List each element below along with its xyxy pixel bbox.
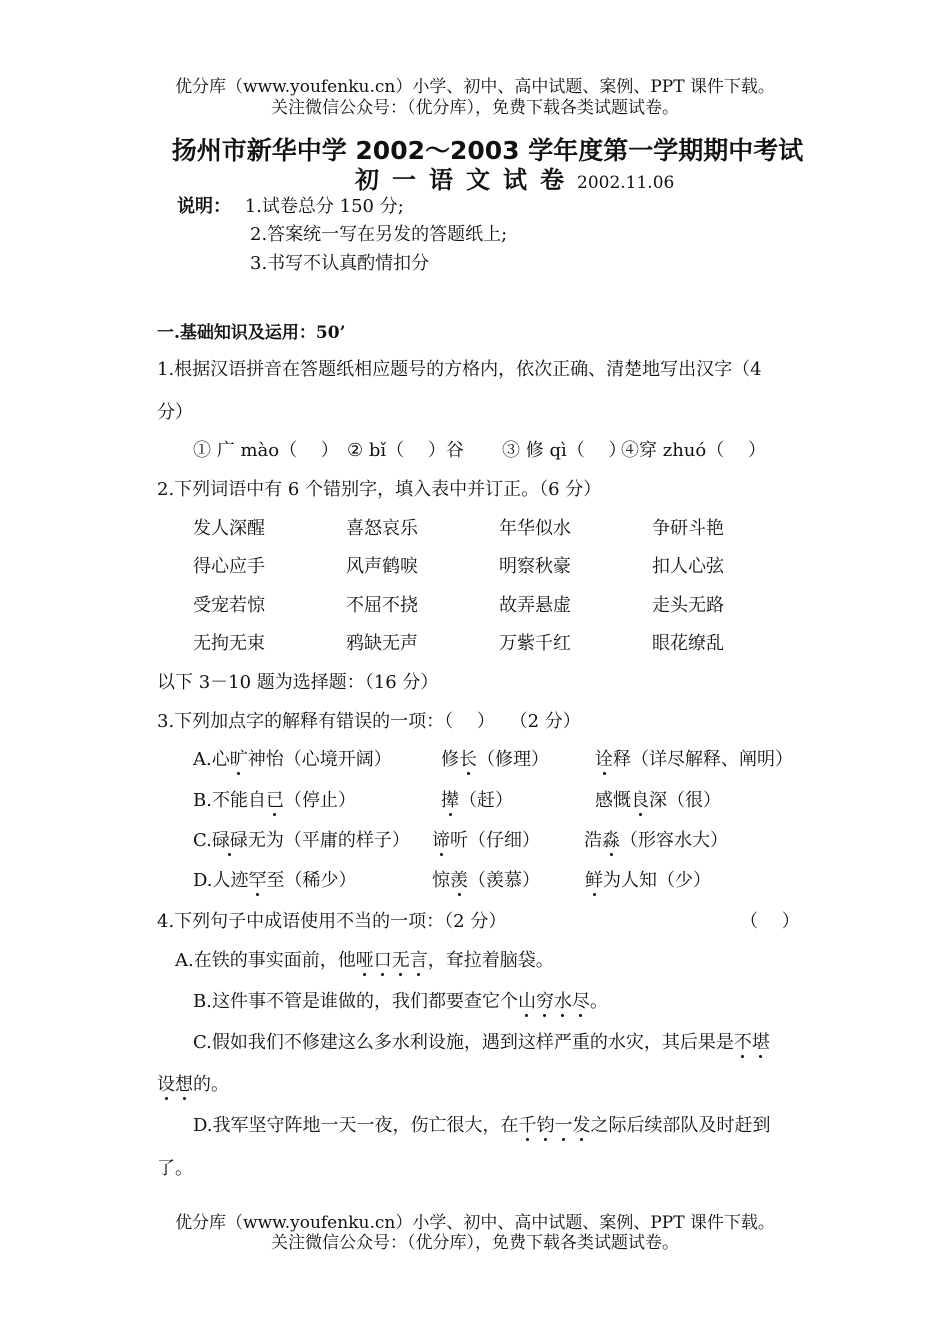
text: A.在铁的事实面前，他 [175, 950, 356, 971]
word-cell: 万紫千红 [499, 633, 571, 654]
pinyin-item: ④穿 zhuó（ ） [621, 440, 766, 461]
text: 为人知（少） [603, 870, 711, 891]
text: 。 [589, 991, 608, 1012]
note-item: 1.试卷总分 150 分; [244, 196, 404, 217]
word-cell: 不屈不挠 [346, 595, 418, 616]
note-item: 3.书写不认真酌情扣分 [250, 253, 430, 274]
dotted-char: 旷 [229, 749, 248, 770]
header-line-1: 优分库（www.youfenku.cn）小学、初中、高中试题、案例、PPT 课件下载。 [175, 77, 775, 97]
text: 神怡（心境开阔） [247, 749, 392, 770]
dotted-char: 山 [517, 991, 536, 1012]
dotted-char: 无 [391, 950, 410, 971]
text: （停止） [283, 790, 356, 811]
word-cell: 走头无路 [652, 595, 724, 616]
text: 至（稀少） [266, 870, 357, 891]
dotted-char: 哑 [355, 950, 374, 971]
dotted-char: 设 [157, 1074, 175, 1095]
pinyin-item: ③ 修 qì（ ） [502, 440, 627, 461]
text: B.这件事不管是谁做的，我们都要查它个 [193, 991, 518, 1012]
text: 听（仔细） [450, 830, 540, 851]
q3-option-d-col3 [585, 866, 711, 892]
q3-option-b-col2 [441, 786, 513, 812]
word-cell: 受宠若惊 [193, 595, 265, 616]
dotted-char: 已 [265, 790, 284, 811]
text: 浩 [584, 830, 602, 851]
word-cell: 故弄悬虚 [499, 595, 571, 616]
word-cell: 风声鹤唳 [346, 556, 418, 577]
q4-option-c-cont [157, 1070, 229, 1096]
word-cell: 发人深醒 [193, 518, 265, 539]
notes-label: 说明： [177, 196, 231, 217]
dotted-char: 良 [631, 790, 649, 811]
exam-subtitle: 初一语文试卷 [355, 166, 577, 194]
dotted-idiom [734, 1032, 770, 1053]
text: ，耷拉着脑袋。 [427, 950, 554, 971]
q4-option-b [193, 987, 608, 1013]
text: 释（详尽解释、阐明） [613, 749, 793, 770]
dotted-char: 堪 [751, 1032, 770, 1053]
pinyin-item: ① 广 mào（ ） [193, 440, 339, 461]
text: C.假如我们不修建这么多水利设施，遇到这样严重的水灾，其后果是 [193, 1032, 734, 1053]
text: D.人迹 [193, 870, 249, 891]
dotted-char: 水 [553, 991, 572, 1012]
text: （羡慕） [468, 870, 540, 891]
q3-option-b-col1 [193, 786, 356, 812]
q4-option-c [193, 1028, 770, 1054]
text: C. [193, 830, 212, 851]
dotted-char: 不 [733, 1032, 752, 1053]
question-2-text: 2.下列词语中有 6 个错别字，填入表中并订正。（6 分） [157, 479, 602, 500]
footer-line-2: 关注微信公众号：（优分库），免费下载各类试题试卷。 [271, 1233, 679, 1253]
q3-option-c-col1 [193, 826, 410, 852]
dotted-char: 诠 [595, 749, 613, 770]
exam-title: 扬州市新华中学 2002～2003 学年度第一学期期中考试 [171, 136, 804, 165]
text: 深（很） [649, 790, 721, 811]
notes-line-1 [177, 192, 404, 218]
q3-option-a-col1 [193, 745, 392, 771]
text: 无为（平庸的样子） [247, 830, 410, 851]
dotted-char: 撵 [441, 790, 459, 811]
word-cell: 争研斗艳 [652, 518, 724, 539]
dotted-char: 长 [459, 749, 477, 770]
text: （赶） [459, 790, 513, 811]
question-1-text: 1.根据汉语拼音在答题纸相应题号的方格内，依次正确、清楚地写出汉字（4 [157, 359, 762, 380]
text: （修理） [477, 749, 549, 770]
choice-section-note: 以下 3－10 题为选择题：（16 分） [157, 672, 439, 693]
q3-option-a-col3 [595, 745, 793, 771]
dotted-char: 发 [572, 1115, 591, 1136]
q3-option-c-col3 [584, 826, 728, 852]
dotted-char: 钧 [536, 1115, 555, 1136]
word-cell: 眼花缭乱 [652, 633, 724, 654]
header-line-2: 关注微信公众号：（优分库），免费下载各类试题试卷。 [271, 98, 679, 118]
word-cell: 年华似水 [499, 518, 571, 539]
text: 之际后续部队及时赶到 [590, 1115, 771, 1136]
text: 惊 [432, 870, 450, 891]
pinyin-item: ② bǐ（ ）谷 [347, 440, 464, 461]
word-cell: 喜怒哀乐 [346, 518, 418, 539]
text: （形容水大） [620, 830, 728, 851]
dotted-char: 穷 [535, 991, 554, 1012]
section-heading: 一.基础知识及运用：50’ [157, 323, 346, 343]
question-4-answer-blank: （ ） [740, 911, 800, 932]
q3-option-d-col2 [432, 866, 540, 892]
text: D.我军坚守阵地一天一夜，伤亡很大，在 [193, 1115, 519, 1136]
dotted-char: 谛 [432, 830, 450, 851]
dotted-char: 千 [518, 1115, 537, 1136]
q4-option-d-cont: 了。 [157, 1158, 193, 1179]
dotted-char: 口 [373, 950, 392, 971]
word-cell: 明察秋豪 [499, 556, 571, 577]
word-cell: 扣人心弦 [652, 556, 724, 577]
note-item: 2.答案统一写在另发的答题纸上; [250, 224, 508, 245]
exam-date: 2002.11.06 [577, 173, 675, 193]
text: 的。 [193, 1074, 229, 1095]
dotted-idiom [519, 1115, 591, 1136]
dotted-char: 尽 [571, 991, 590, 1012]
footer-line-1: 优分库（www.youfenku.cn）小学、初中、高中试题、案例、PPT 课件下载。 [175, 1213, 775, 1233]
dotted-char: 淼 [602, 830, 620, 851]
q3-option-b-col3 [595, 786, 721, 812]
q3-option-d-col1 [193, 866, 357, 892]
dotted-char: 罕 [248, 870, 267, 891]
text: 感慨 [595, 790, 631, 811]
dotted-char: 羡 [450, 870, 468, 891]
text: B.不能自 [193, 790, 266, 811]
question-3-text: 3.下列加点字的解释有错误的一项：（ ） （2 分） [157, 711, 581, 732]
question-1-text-cont: 分） [157, 402, 193, 423]
word-cell: 无拘无束 [193, 633, 265, 654]
q3-option-c-col2 [432, 826, 540, 852]
dotted-char: 鲜 [585, 870, 603, 891]
dotted-char: 一 [554, 1115, 573, 1136]
dotted-char: 碌碌 [211, 830, 248, 851]
dotted-char: 言 [409, 950, 428, 971]
word-cell: 得心应手 [193, 556, 265, 577]
dotted-char: 想 [175, 1074, 193, 1095]
dotted-idiom [518, 991, 590, 1012]
word-cell: 鸦缺无声 [346, 633, 418, 654]
exam-subtitle-row [355, 160, 674, 195]
question-4-text: 4.下列句子中成语使用不当的一项：（2 分） [157, 911, 507, 932]
text: 修 [441, 749, 459, 770]
q4-option-d [193, 1111, 771, 1137]
q4-option-a [175, 946, 554, 972]
dotted-idiom [157, 1074, 193, 1095]
text: A.心 [193, 749, 230, 770]
dotted-idiom [356, 950, 428, 971]
q3-option-a-col2 [441, 745, 549, 771]
